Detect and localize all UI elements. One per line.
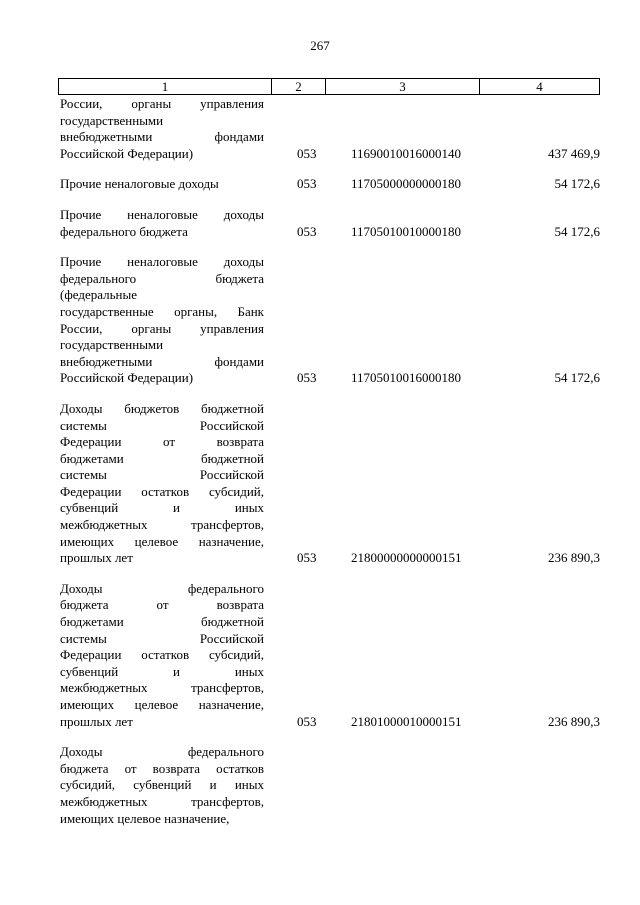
row-amount: 54 172,6 [554,176,600,192]
description-line: федерального бюджета [60,270,264,286]
row-description [60,254,264,387]
description-line: Доходы федерального [60,580,264,596]
header-col-1: 1 [59,79,272,95]
description-line: имеющих целевое назначение, [60,810,230,826]
row-description [60,581,264,730]
description-line: России, органы управления [60,96,264,111]
row-amount: 236 890,3 [548,713,600,729]
header-col-3: 3 [326,79,480,95]
row-kbk: 21800000000000151 [351,550,462,566]
row-description [60,207,264,240]
description-line: Российской Федерации) [60,370,194,386]
page-number: 267 [310,38,330,53]
row-code: 053 [297,145,317,161]
description-line: государственными [60,337,164,353]
description-line: Федерации от возврата [60,434,264,450]
row-description [60,176,264,193]
description-line: бюджета от возврата остатков [60,760,264,776]
row-code: 053 [297,223,317,239]
description-line: федерального бюджета [60,223,188,239]
description-line: государственными [60,112,164,128]
row-code: 053 [297,713,317,729]
table-row [60,401,600,567]
description-line: Доходы бюджетов бюджетной [60,400,264,416]
description-line: (федеральные [60,287,137,303]
description-line: Федерации остатков субсидий, [60,647,264,663]
table-row [60,581,600,730]
description-line: имеющих целевое назначение, [60,533,264,549]
description-line: внебюджетными фондами [60,129,264,145]
row-code: 053 [297,370,317,386]
row-kbk: 11705010010000180 [351,223,462,239]
description-line: межбюджетных трансфертов, [60,793,264,809]
description-line: субвенций и иных [60,500,264,516]
description-line: Прочие неналоговые доходы [60,176,219,192]
table-row [60,96,600,162]
description-line: Прочие неналоговые доходы [60,254,264,270]
description-line: Прочие неналоговые доходы [60,206,264,222]
description-line: системы Российской [60,467,264,483]
description-line: системы Российской [60,417,264,433]
description-line: прошлых лет [60,713,133,729]
table-header [58,78,600,95]
description-line: межбюджетных трансфертов, [60,680,264,696]
description-line: внебюджетными фондами [60,353,264,369]
row-code: 053 [297,550,317,566]
row-amount: 236 890,3 [548,550,600,566]
table-row [60,744,600,827]
description-line: Российской Федерации) [60,145,194,161]
description-line: Доходы федерального [60,744,264,760]
description-line: субвенций и иных [60,663,264,679]
row-amount: 437 469,9 [548,145,600,161]
description-line: бюджета от возврата [60,597,264,613]
description-line: бюджетами бюджетной [60,614,264,630]
table-row [60,176,600,193]
row-kbk: 21801000010000151 [351,713,462,729]
row-amount: 54 172,6 [554,370,600,386]
row-kbk: 11705000000000180 [351,176,462,192]
description-line: государственные органы, Банк [60,303,264,319]
row-description [60,401,264,567]
description-line: России, органы управления [60,320,264,336]
description-line: прошлых лет [60,550,133,566]
description-line: имеющих целевое назначение, [60,697,264,712]
table-row [60,254,600,387]
row-description [60,96,264,162]
table-row [60,207,600,240]
row-kbk: 11705010016000180 [351,370,462,386]
description-line: субсидий, субвенций и иных [60,777,264,793]
description-line: Федерации остатков субсидий, [60,483,264,499]
table-body [60,96,600,841]
row-code: 053 [297,176,317,192]
row-kbk: 11690010016000140 [351,145,462,161]
row-description [60,744,264,827]
header-col-4: 4 [480,79,600,95]
description-line: межбюджетных трансфертов, [60,517,264,533]
description-line: системы Российской [60,630,264,646]
row-amount: 54 172,6 [554,223,600,239]
description-line: бюджетами бюджетной [60,450,264,466]
header-col-2: 2 [272,79,326,95]
